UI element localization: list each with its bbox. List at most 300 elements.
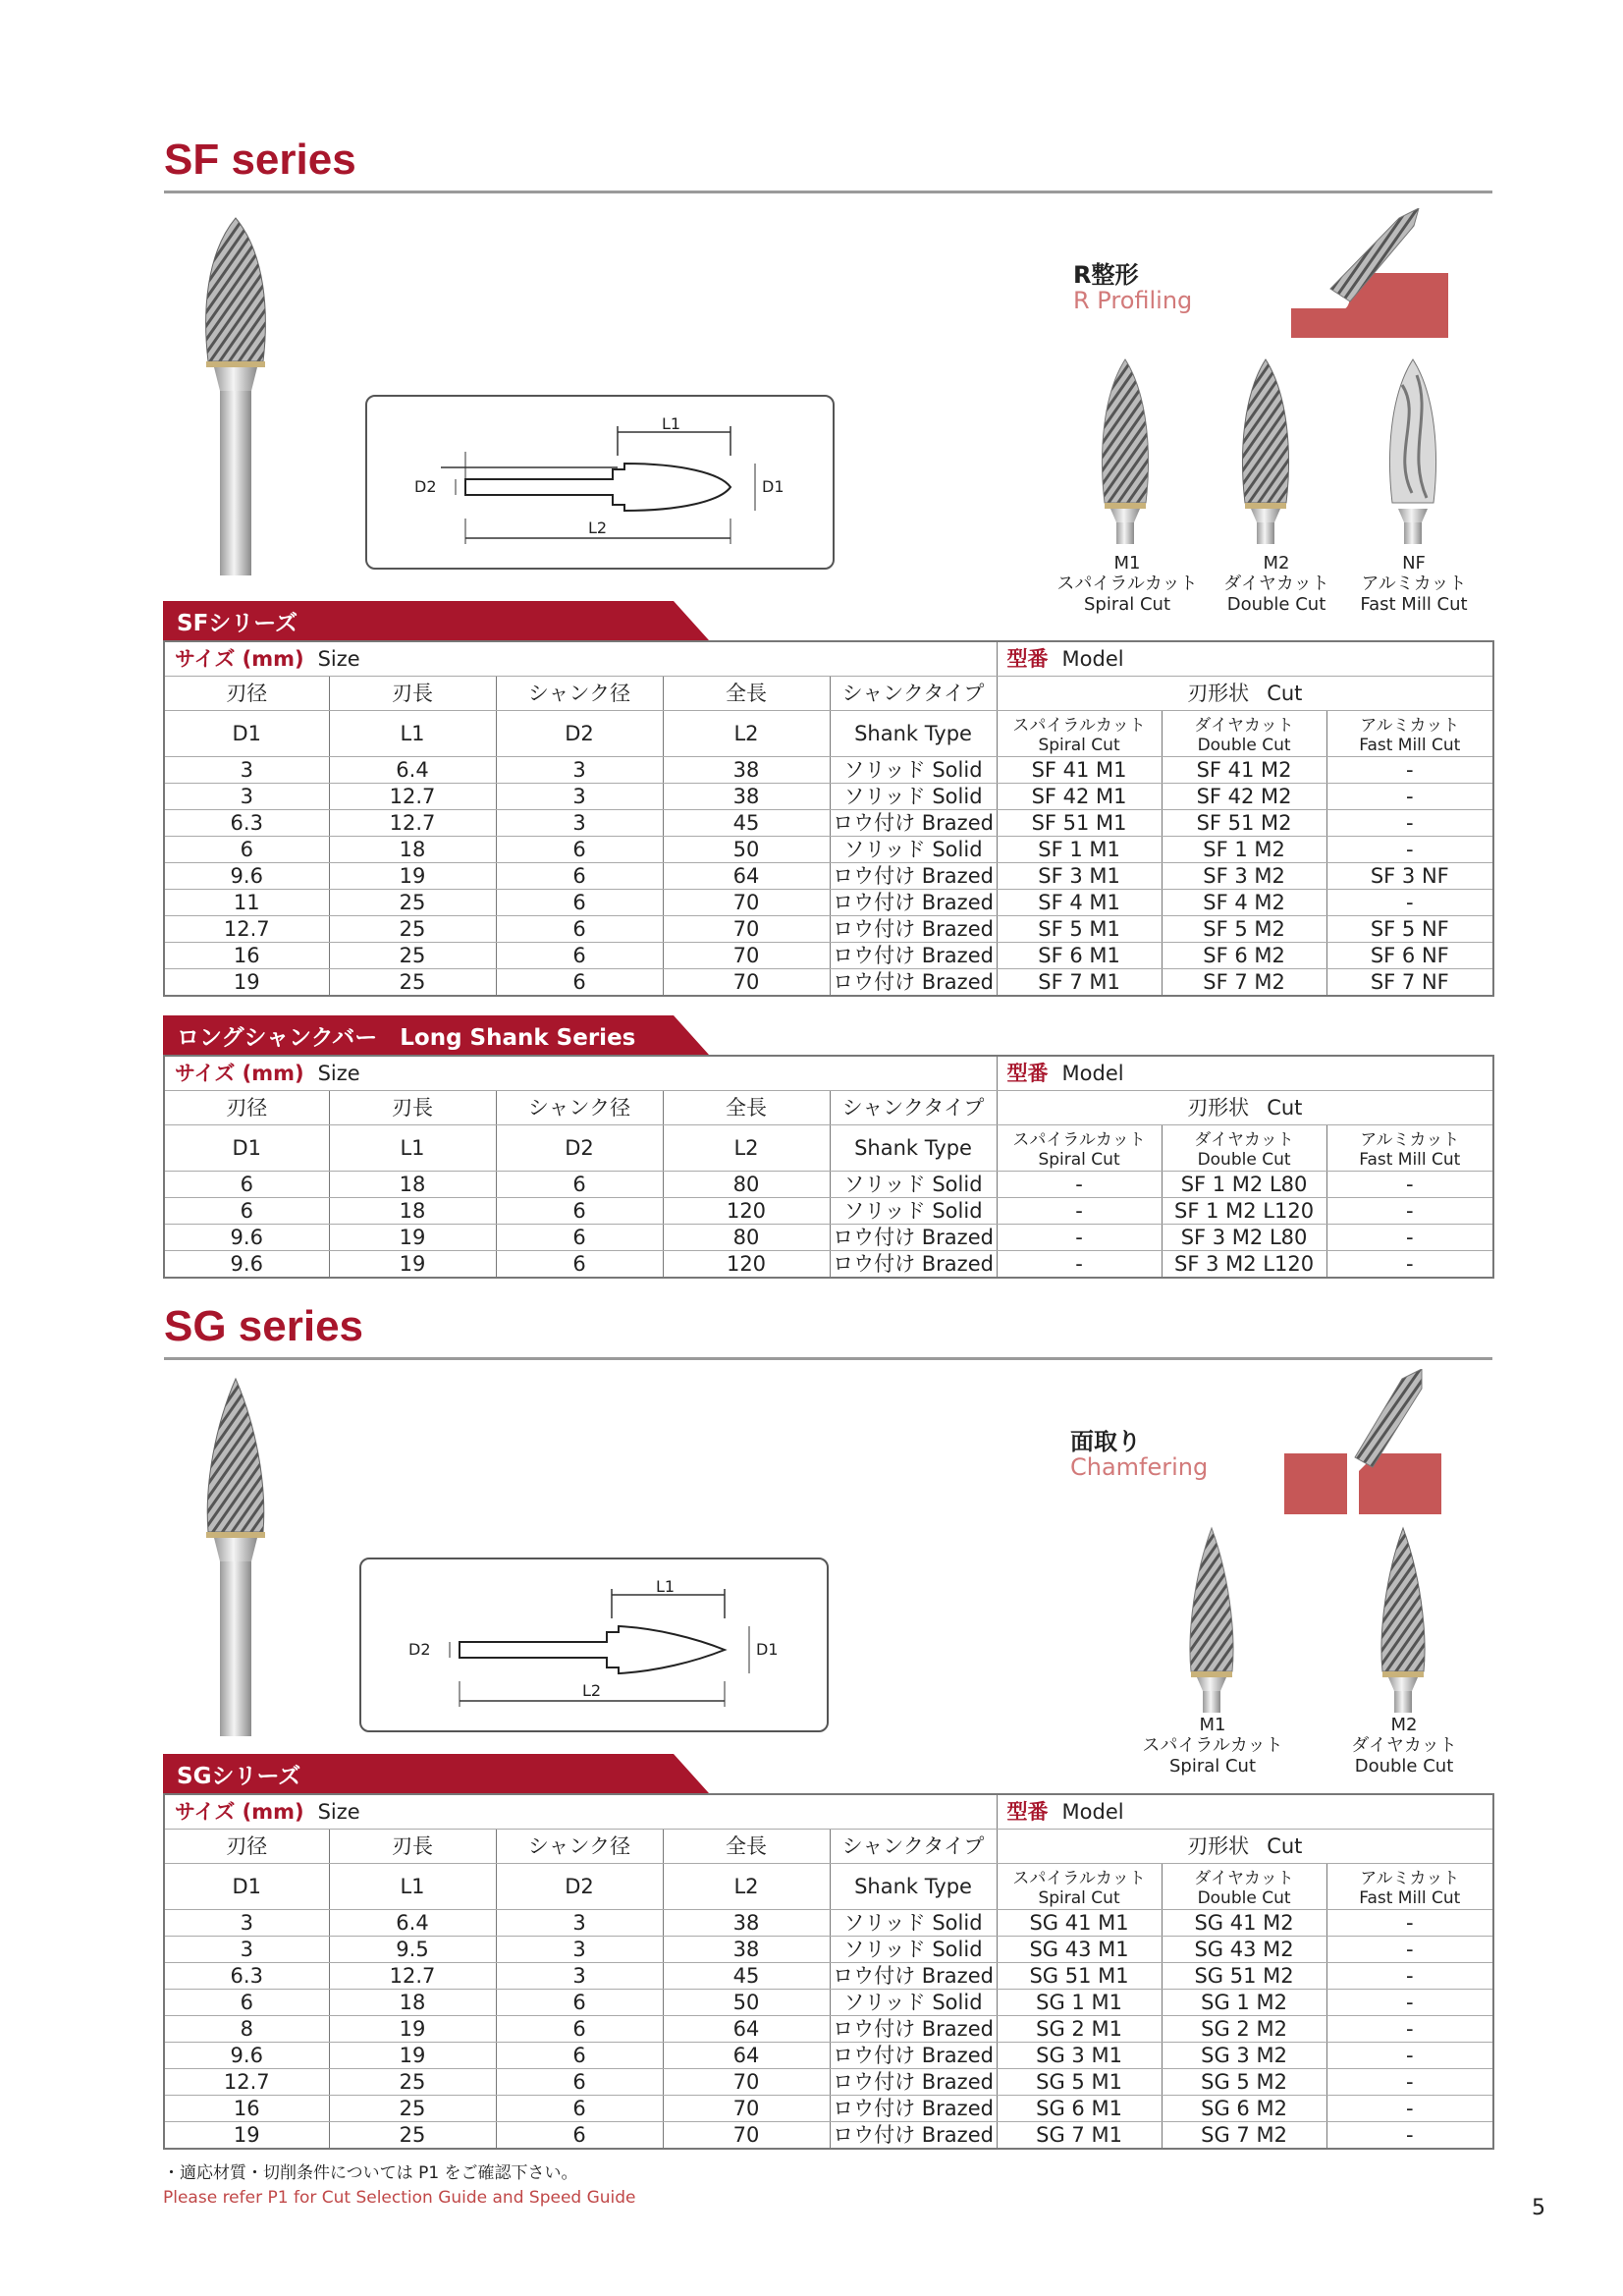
table-cell: 25 (329, 2096, 496, 2122)
footer-note-en: Please refer P1 for Cut Selection Guide and Speed Guide (163, 2188, 636, 2208)
table-cell: ロウ付け Brazed (830, 1225, 997, 1251)
table-row (164, 810, 1493, 837)
table-cell: ソリッド Solid (830, 1198, 997, 1225)
table-cell: 64 (663, 2043, 830, 2069)
table-cell: SG 3 M2 (1162, 2043, 1326, 2069)
table-cell: 70 (663, 943, 830, 969)
table-cell: - (997, 1225, 1162, 1251)
table-cell: ソリッド Solid (830, 784, 997, 810)
table-cell: ソリッド Solid (830, 837, 997, 863)
table-cell: - (997, 1251, 1162, 1279)
table-cell: 80 (663, 1172, 830, 1198)
model-header-cell (997, 641, 1493, 677)
model-label-jp: 型番 (1006, 647, 1049, 671)
table-cell: 70 (663, 890, 830, 916)
sf-variant-m1-caption (1049, 553, 1206, 615)
size-label-en: Size (317, 1800, 360, 1824)
table-cell: 25 (329, 916, 496, 943)
cut-label-jp: 刃形状 (1187, 682, 1250, 705)
sg-banner-text: SGシリーズ (177, 1764, 301, 1789)
table-row (164, 1910, 1493, 1937)
table-cell: 70 (663, 969, 830, 997)
table-row (164, 1990, 1493, 2016)
cut-type-en: Spiral Cut (1038, 735, 1120, 755)
size-label-en: Size (317, 647, 360, 671)
table-cell: SF 3 M1 (997, 863, 1162, 890)
variant-en: Double Cut (1354, 1756, 1454, 1777)
table-cell: 6 (496, 1990, 663, 2016)
table-cell: 6 (164, 1198, 329, 1225)
table-cell: 9.6 (164, 1225, 329, 1251)
table-cell: 3 (164, 1937, 329, 1963)
table-cell: 9.6 (164, 863, 329, 890)
size-label-en: Size (317, 1062, 360, 1085)
table-cell: - (997, 1172, 1162, 1198)
variant-code: M2 (1263, 553, 1290, 574)
column-header-jp: シャンクタイプ (830, 677, 997, 711)
table-cell: SF 1 M2 (1162, 837, 1326, 863)
table-cell: SF 4 M1 (997, 890, 1162, 916)
table-cell: - (1326, 810, 1493, 837)
table-cell: 25 (329, 2122, 496, 2150)
table-cell: 38 (663, 1910, 830, 1937)
table-cell: - (1326, 2069, 1493, 2096)
cut-type-en: Spiral Cut (1038, 1887, 1120, 1908)
sg-table-body (164, 1794, 1493, 2149)
column-header-en: L2 (663, 1125, 830, 1172)
table-header-row (164, 711, 1493, 757)
variant-en: Double Cut (1226, 594, 1326, 615)
table-cell: 19 (329, 2043, 496, 2069)
table-cell: 3 (164, 757, 329, 784)
cut-label-en: Cut (1267, 1096, 1303, 1120)
model-label-en: Model (1061, 647, 1124, 671)
column-header-en: D2 (496, 1864, 663, 1910)
table-cell: 6.4 (329, 1910, 496, 1937)
cut-type-jp: ダイヤカット (1194, 1868, 1294, 1888)
column-header-jp: 刃長 (329, 1830, 496, 1864)
table-row (164, 1963, 1493, 1990)
sf-variant-m2-caption (1198, 553, 1355, 615)
table-cell: 19 (329, 1251, 496, 1279)
sg-banner (163, 1754, 693, 1793)
table-cell: 3 (164, 784, 329, 810)
table-cell: ソリッド Solid (830, 1937, 997, 1963)
long-table (163, 1055, 1494, 1279)
table-row (164, 757, 1493, 784)
column-header-jp: 刃長 (329, 677, 496, 711)
column-header-en: L1 (329, 1125, 496, 1172)
variant-jp: ダイヤカット (1223, 574, 1329, 594)
sf-banner (163, 601, 693, 640)
size-header-cell (164, 1056, 997, 1091)
table-row (164, 2122, 1493, 2150)
table-header-row (164, 1864, 1493, 1910)
table-cell: - (1326, 1251, 1493, 1279)
table-cell: SF 4 M2 (1162, 890, 1326, 916)
table-cell: 3 (496, 1963, 663, 1990)
column-header-jp: シャンク径 (496, 1091, 663, 1125)
sf-banner-text: SFシリーズ (177, 611, 298, 636)
table-cell: ロウ付け Brazed (830, 916, 997, 943)
cut-type-label (1327, 713, 1493, 755)
table-row (164, 1937, 1493, 1963)
column-header-en: Shank Type (830, 1125, 997, 1172)
cut-type-jp: ダイヤカット (1194, 715, 1294, 736)
table-cell: ロウ付け Brazed (830, 2016, 997, 2043)
cut-type-en: Fast Mill Cut (1359, 1149, 1461, 1170)
table-header-row (164, 1830, 1493, 1864)
table-row (164, 1225, 1493, 1251)
table-cell: 9.6 (164, 2043, 329, 2069)
table-cell: ロウ付け Brazed (830, 810, 997, 837)
table-cell: 19 (329, 1225, 496, 1251)
table-cell: 80 (663, 1225, 830, 1251)
table-cell: 18 (329, 1172, 496, 1198)
table-cell: SG 6 M2 (1162, 2096, 1326, 2122)
cut-type-label (1327, 1866, 1493, 1908)
table-header-row (164, 1125, 1493, 1172)
size-header-cell (164, 641, 997, 677)
table-cell: 6 (496, 863, 663, 890)
table-cell: 6 (496, 2069, 663, 2096)
table-header-row (164, 1091, 1493, 1125)
table-row (164, 2016, 1493, 2043)
table-cell: 50 (663, 1990, 830, 2016)
cut-label-en: Cut (1267, 682, 1303, 705)
table-cell: 6 (164, 837, 329, 863)
variant-code: NF (1402, 553, 1426, 574)
column-header-en: Shank Type (830, 1864, 997, 1910)
table-cell: ソリッド Solid (830, 1990, 997, 2016)
column-header-en: L1 (329, 1864, 496, 1910)
cut-type-en: Double Cut (1197, 1149, 1291, 1170)
column-header-en: L2 (663, 1864, 830, 1910)
column-header-en: L1 (329, 711, 496, 757)
table-cell: ロウ付け Brazed (830, 2122, 997, 2150)
long-banner (163, 1015, 693, 1055)
sf-d2-label: D2 (414, 477, 437, 496)
table-cell: SG 3 M1 (997, 2043, 1162, 2069)
cut-type-label (998, 1127, 1162, 1170)
cut-type-jp: ダイヤカット (1194, 1129, 1294, 1150)
size-label-jp: サイズ (mm) (175, 1800, 304, 1824)
table-cell: 70 (663, 916, 830, 943)
cut-type-en: Fast Mill Cut (1359, 735, 1461, 755)
cut-type-header (1326, 1864, 1493, 1910)
table-section-row (164, 1056, 1493, 1091)
sg-m2-image (1373, 1524, 1434, 1713)
column-header-jp: シャンク径 (496, 677, 663, 711)
table-cell: 6 (164, 1172, 329, 1198)
variant-code: M1 (1113, 553, 1141, 574)
table-cell: 3 (496, 1937, 663, 1963)
cut-type-jp: アルミカット (1360, 1129, 1460, 1150)
table-cell: 38 (663, 757, 830, 784)
sf-dimension-diagram (365, 395, 835, 570)
table-row (164, 837, 1493, 863)
variant-jp: スパイラルカット (1142, 1735, 1283, 1756)
table-cell: ロウ付け Brazed (830, 1963, 997, 1990)
table-cell: 11 (164, 890, 329, 916)
model-label-en: Model (1061, 1062, 1124, 1085)
table-cell: - (1326, 1990, 1493, 2016)
table-cell: 16 (164, 2096, 329, 2122)
table-cell: - (1326, 1225, 1493, 1251)
table-cell: SF 51 M2 (1162, 810, 1326, 837)
sf-m2-image (1235, 355, 1296, 544)
table-row (164, 863, 1493, 890)
column-header-en: D1 (164, 711, 329, 757)
sf-l2-label: L2 (588, 519, 608, 537)
sg-variant-m1-caption (1134, 1715, 1291, 1777)
table-cell: 6 (496, 2043, 663, 2069)
table-cell: 3 (496, 784, 663, 810)
table-cell: SG 5 M2 (1162, 2069, 1326, 2096)
sf-profile-en: R Profiling (1073, 287, 1193, 314)
table-cell: 3 (496, 810, 663, 837)
long-table-body (164, 1056, 1493, 1278)
cut-type-en: Fast Mill Cut (1359, 1887, 1461, 1908)
size-label-jp: サイズ (mm) (175, 647, 304, 671)
table-cell: 12.7 (329, 810, 496, 837)
table-cell: 6.3 (164, 810, 329, 837)
table-cell: SF 42 M2 (1162, 784, 1326, 810)
variant-jp: アルミカット (1361, 574, 1467, 594)
table-cell: SG 7 M2 (1162, 2122, 1326, 2150)
table-cell: SF 3 M2 L80 (1162, 1225, 1326, 1251)
cut-type-header (1162, 711, 1326, 757)
table-cell: 12.7 (164, 2069, 329, 2096)
table-section-row (164, 1794, 1493, 1830)
cut-type-jp: スパイラルカット (1012, 1868, 1146, 1888)
table-cell: SG 2 M2 (1162, 2016, 1326, 2043)
table-cell: SG 7 M1 (997, 2122, 1162, 2150)
sg-l1-label: L1 (656, 1577, 676, 1596)
table-cell: SF 3 M2 L120 (1162, 1251, 1326, 1279)
cut-label-jp: 刃形状 (1187, 1096, 1250, 1120)
table-header-row (164, 677, 1493, 711)
table-cell: 19 (329, 2016, 496, 2043)
cut-type-label (1327, 1127, 1493, 1170)
table-cell: SF 5 M2 (1162, 916, 1326, 943)
table-cell: 6.4 (329, 757, 496, 784)
table-cell: 3 (496, 1910, 663, 1937)
table-cell: 6 (496, 837, 663, 863)
model-header-cell (997, 1794, 1493, 1830)
column-header-jp: 刃径 (164, 677, 329, 711)
footer-note-jp: ・適応材質・切削条件については P1 をご確認下さい。 (163, 2163, 578, 2183)
table-row (164, 2069, 1493, 2096)
table-cell: SG 1 M2 (1162, 1990, 1326, 2016)
table-cell: 6 (496, 1225, 663, 1251)
sf-d1-label: D1 (762, 477, 784, 496)
table-cell: ロウ付け Brazed (830, 1251, 997, 1279)
table-cell: 25 (329, 890, 496, 916)
table-cell: ソリッド Solid (830, 1910, 997, 1937)
table-cell: SG 6 M1 (997, 2096, 1162, 2122)
table-cell: - (1326, 784, 1493, 810)
table-cell: 38 (663, 784, 830, 810)
table-cell: - (1326, 757, 1493, 784)
table-cell: SF 41 M2 (1162, 757, 1326, 784)
table-cell: 25 (329, 943, 496, 969)
sf-nf-image (1382, 355, 1443, 544)
model-header-cell (997, 1056, 1493, 1091)
table-cell: 25 (329, 2069, 496, 2096)
table-row (164, 2096, 1493, 2122)
table-cell: 6 (496, 2016, 663, 2043)
table-cell: 8 (164, 2016, 329, 2043)
column-header-en: D2 (496, 711, 663, 757)
table-cell: 6 (496, 943, 663, 969)
table-cell: 16 (164, 943, 329, 969)
sf-m1-image (1095, 355, 1156, 544)
sf-burr-image (196, 214, 275, 579)
table-cell: SG 43 M2 (1162, 1937, 1326, 1963)
table-cell: - (1326, 1937, 1493, 1963)
sg-d2-label: D2 (408, 1640, 431, 1659)
variant-jp: スパイラルカット (1056, 574, 1198, 594)
cut-type-header (1162, 1125, 1326, 1172)
table-cell: - (1326, 2043, 1493, 2069)
variant-jp: ダイヤカット (1351, 1735, 1457, 1756)
table-cell: ロウ付け Brazed (830, 890, 997, 916)
sf-title-rule (164, 191, 1492, 193)
table-cell: SF 5 NF (1326, 916, 1493, 943)
column-header-en: D2 (496, 1125, 663, 1172)
cut-type-label (1163, 713, 1326, 755)
table-cell: SG 2 M1 (997, 2016, 1162, 2043)
cut-type-header (1326, 711, 1493, 757)
table-cell: 6 (496, 1198, 663, 1225)
table-cell: 19 (329, 863, 496, 890)
table-row (164, 1251, 1493, 1279)
table-cell: 12.7 (329, 784, 496, 810)
cut-type-label (1163, 1127, 1326, 1170)
table-cell: SF 7 M2 (1162, 969, 1326, 997)
cut-header-cell (997, 677, 1493, 711)
cut-label-jp: 刃形状 (1187, 1834, 1250, 1858)
table-cell: ロウ付け Brazed (830, 2096, 997, 2122)
column-header-jp: シャンクタイプ (830, 1091, 997, 1125)
cut-type-en: Double Cut (1197, 735, 1291, 755)
table-cell: ロウ付け Brazed (830, 969, 997, 997)
column-header-en: Shank Type (830, 711, 997, 757)
table-cell: 64 (663, 2016, 830, 2043)
cut-type-en: Spiral Cut (1038, 1149, 1120, 1170)
cut-type-jp: スパイラルカット (1012, 1129, 1146, 1150)
table-section-row (164, 641, 1493, 677)
cut-type-label (998, 713, 1162, 755)
cut-type-header (1162, 1864, 1326, 1910)
sf-profile-jp: R整形 (1073, 261, 1139, 289)
table-cell: SF 3 NF (1326, 863, 1493, 890)
table-cell: 25 (329, 969, 496, 997)
table-cell: SF 7 M1 (997, 969, 1162, 997)
variant-code: M2 (1390, 1715, 1418, 1735)
table-cell: 19 (164, 969, 329, 997)
table-cell: 18 (329, 1990, 496, 2016)
table-cell: SF 5 M1 (997, 916, 1162, 943)
table-row (164, 1172, 1493, 1198)
model-label-en: Model (1061, 1800, 1124, 1824)
page-number: 5 (1532, 2196, 1545, 2220)
sg-series-title: SG series (164, 1302, 364, 1350)
table-cell: - (1326, 2096, 1493, 2122)
table-cell: 45 (663, 810, 830, 837)
column-header-en: D1 (164, 1864, 329, 1910)
table-cell: - (1326, 1963, 1493, 1990)
table-cell: SF 6 M2 (1162, 943, 1326, 969)
table-cell: 6 (496, 890, 663, 916)
variant-en: Spiral Cut (1168, 1756, 1257, 1777)
long-banner-text: ロングシャンクバー Long Shank Series (177, 1025, 636, 1051)
sg-l2-label: L2 (582, 1681, 602, 1700)
table-cell: 18 (329, 1198, 496, 1225)
table-cell: 120 (663, 1251, 830, 1279)
table-cell: 9.6 (164, 1251, 329, 1279)
table-cell: SF 42 M1 (997, 784, 1162, 810)
model-label-jp: 型番 (1006, 1800, 1049, 1824)
cut-type-header (997, 1864, 1162, 1910)
table-cell: 12.7 (164, 916, 329, 943)
table-cell: 6 (496, 916, 663, 943)
table-cell: 3 (496, 757, 663, 784)
sf-series-title: SF series (164, 136, 356, 184)
table-cell: ロウ付け Brazed (830, 2069, 997, 2096)
table-cell: 45 (663, 1963, 830, 1990)
table-cell: 6 (164, 1990, 329, 2016)
cut-type-header (997, 1125, 1162, 1172)
table-cell: - (1326, 1198, 1493, 1225)
table-cell: SG 43 M1 (997, 1937, 1162, 1963)
table-cell: SF 1 M2 L120 (1162, 1198, 1326, 1225)
column-header-jp: 刃径 (164, 1091, 329, 1125)
cut-type-en: Double Cut (1197, 1887, 1291, 1908)
sg-burr-image (196, 1375, 275, 1740)
table-cell: - (1326, 1910, 1493, 1937)
cut-type-label (1163, 1866, 1326, 1908)
table-cell: SG 5 M1 (997, 2069, 1162, 2096)
table-row (164, 969, 1493, 997)
table-cell: 6 (496, 1251, 663, 1279)
sg-dimension-diagram (359, 1558, 829, 1732)
table-cell: 6 (496, 2096, 663, 2122)
column-header-jp: シャンクタイプ (830, 1830, 997, 1864)
cut-type-label (998, 1866, 1162, 1908)
variant-code: M1 (1199, 1715, 1226, 1735)
column-header-jp: 刃径 (164, 1830, 329, 1864)
table-cell: - (1326, 2122, 1493, 2150)
table-cell: ソリッド Solid (830, 1172, 997, 1198)
table-cell: 70 (663, 2122, 830, 2150)
table-cell: SF 41 M1 (997, 757, 1162, 784)
sg-profile-graphic (1284, 1369, 1446, 1516)
table-cell: 50 (663, 837, 830, 863)
column-header-jp: 全長 (663, 1091, 830, 1125)
table-cell: 6 (496, 969, 663, 997)
table-cell: - (1326, 2016, 1493, 2043)
sf-table (163, 640, 1494, 997)
table-cell: 19 (164, 2122, 329, 2150)
column-header-jp: 全長 (663, 677, 830, 711)
sg-d1-label: D1 (756, 1640, 779, 1659)
table-cell: SF 6 NF (1326, 943, 1493, 969)
cut-type-jp: アルミカット (1360, 1868, 1460, 1888)
table-cell: SG 1 M1 (997, 1990, 1162, 2016)
table-row (164, 916, 1493, 943)
